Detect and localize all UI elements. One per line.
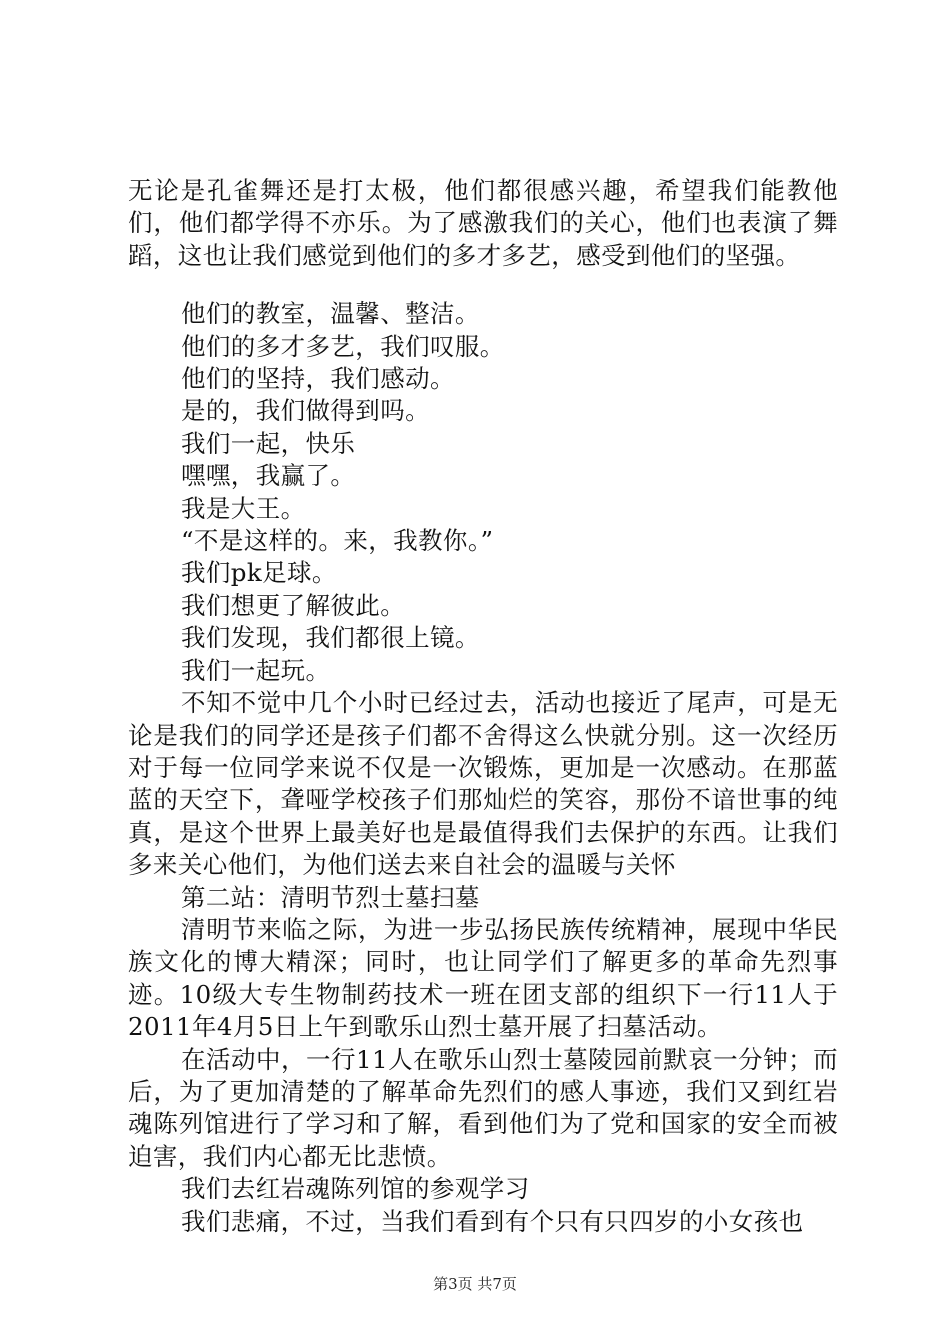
short-line: 他们的教室，温馨、整洁。 [181,299,480,329]
short-line: 他们的多才多艺，我们叹服。 [181,331,505,361]
paragraph-activity-end: 不知不觉中几个小时已经过去，活动也接近了尾声，可是无论是我们的同学还是孩子们都不舍得这么快就分别。这一次经历对于每一位同学来说不仅是一次锻炼，更加是一次感动。在那蓝蓝的天空下，聋哑学校孩子们那灿烂的笑容，那份不谙世事的纯真，是这个世界上最美好也是最值得我们去保护的东西。让我们多来关心他们，为他们送去来自社会的温暖与关怀 [128,688,838,880]
paragraph-memorial-activity: 在活动中，一行11人在歌乐山烈士墓陵园前默哀一分钟；而后，为了更加清楚的了解革命先烈们的感人事迹，我们又到红岩魂陈列馆进行了学习和了解，看到他们为了党和国家的安全而被迫害，我们内心都无比悲愤。 [128,1044,838,1171]
short-line: 我们想更了解彼此。 [181,590,406,620]
document-body [128,175,838,1238]
caption-museum-visit: 我们去红岩魂陈列馆的参观学习 [181,1174,530,1204]
short-line: 我们一起玩。 [181,655,331,685]
paragraph-peacock-dance: 无论是孔雀舞还是打太极，他们都很感兴趣，希望我们能教他们，他们都学得不亦乐。为了感激我们的关心，他们也表演了舞蹈，这也让我们感觉到他们的多才多艺，感受到他们的坚强。 [128,176,838,270]
short-line: “不是这样的。来，我教你。” [181,526,494,556]
page-footer: 第3页 共7页 [433,1275,517,1293]
short-line: 我是大王。 [181,493,306,523]
short-line: 是的，我们做得到吗。 [181,396,430,426]
paragraph-gap [128,272,838,298]
short-line: 我们一起，快乐 [181,428,356,458]
paragraph-closing: 我们悲痛，不过，当我们看到有个只有只四岁的小女孩也 [181,1206,804,1236]
short-line: 我们发现，我们都很上镜。 [181,623,480,653]
short-line: 他们的坚持，我们感动。 [181,364,455,394]
short-line: 嘿嘿，我赢了。 [181,461,356,491]
short-line: 我们pk足球。 [181,558,337,588]
heading-station-two: 第二站：清明节烈士墓扫墓 [181,882,480,912]
paragraph-qingming: 清明节来临之际，为进一步弘扬民族传统精神，展现中华民族文化的博大精深；同时，也让同学们了解更多的革命先烈事迹。10级大专生物制药技术一班在团支部的组织下一行11人于2011年4月5日上午到歌乐山烈士墓开展了扫墓活动。 [128,914,838,1042]
